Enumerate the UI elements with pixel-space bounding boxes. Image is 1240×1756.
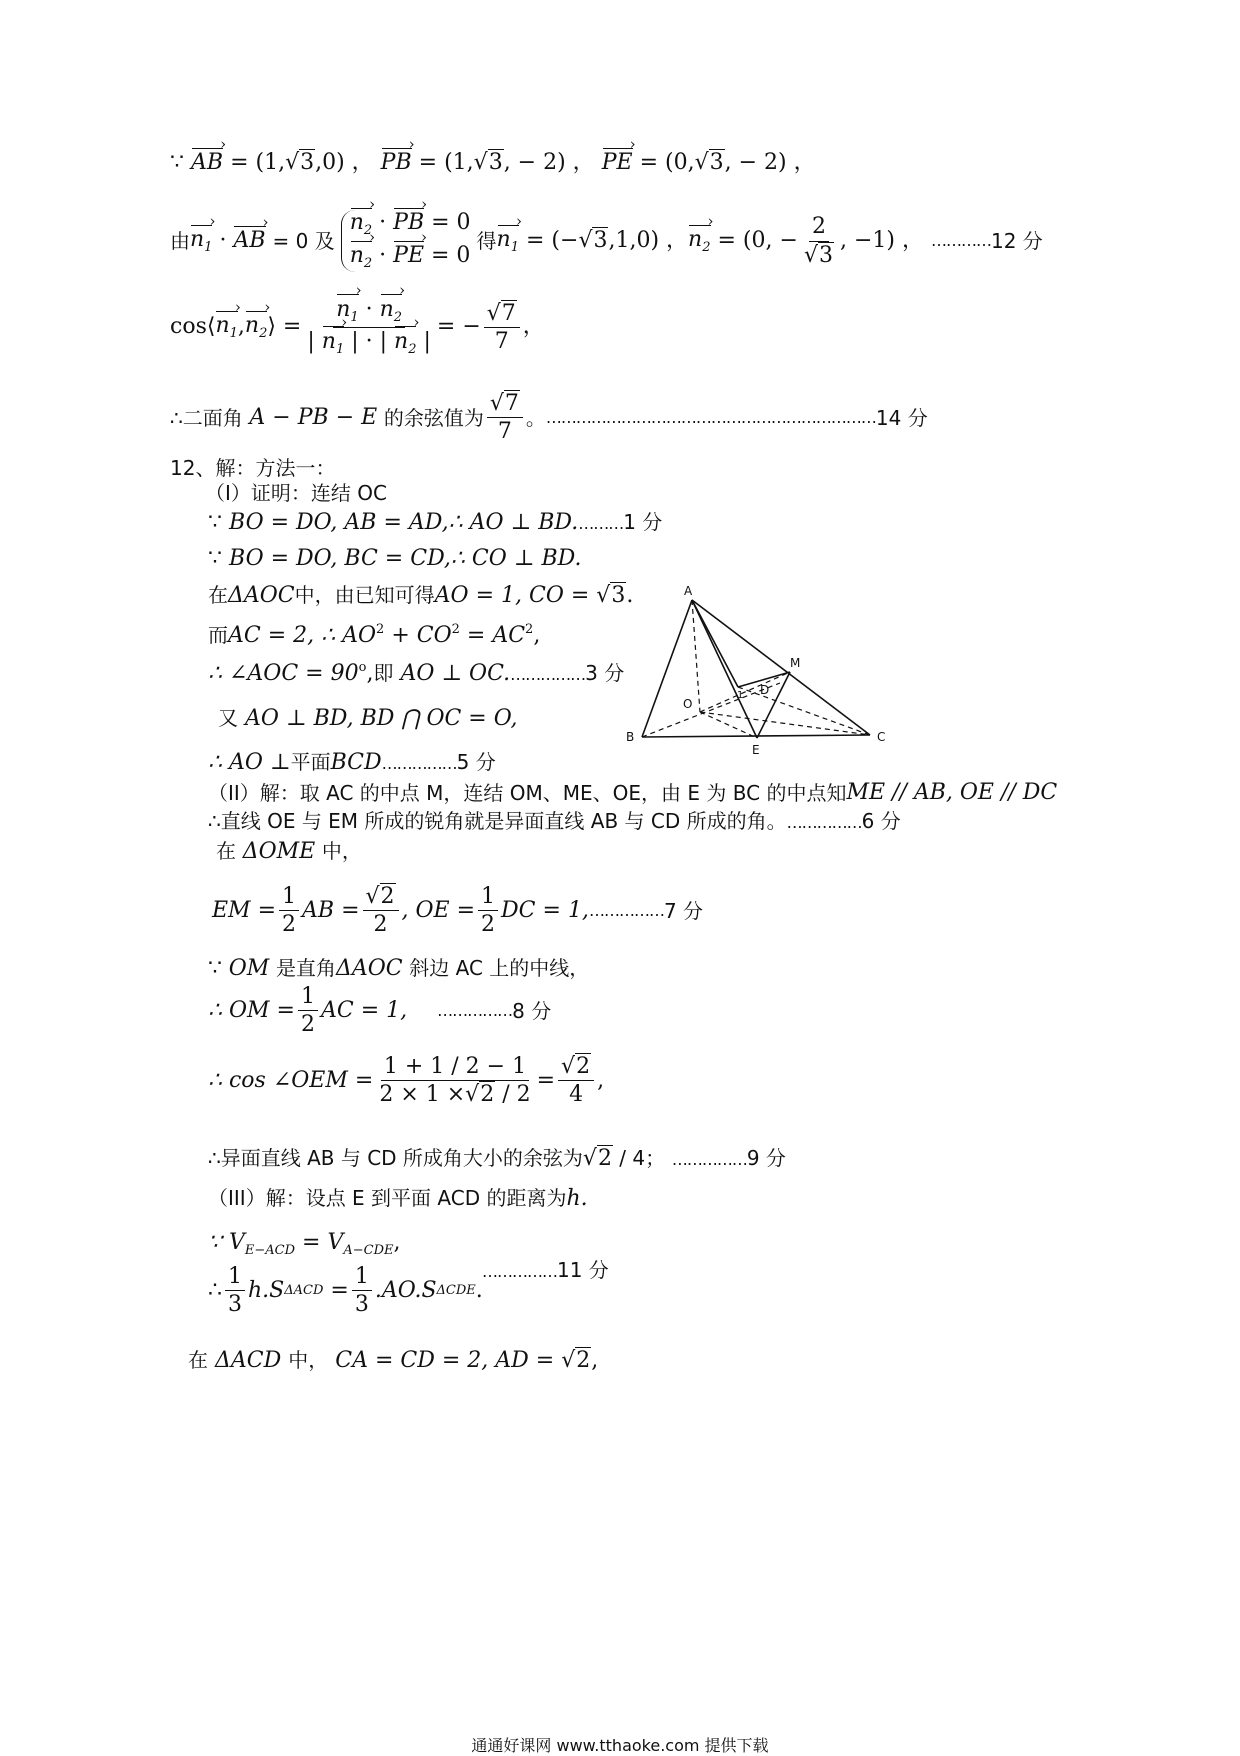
text: = (1, [230,150,286,175]
denominator: 3 [354,1292,369,1318]
subscript: E−ACD [244,1243,296,1258]
text: , [591,1348,599,1373]
line-proof-4 [208,623,540,647]
text: , − 2) ， [724,150,816,175]
text: n [496,226,511,252]
numerator: $n_1$ › · $n_2$ › [333,298,405,328]
text: ,0) ， [315,150,374,175]
dot-leader: ……… [578,514,624,533]
math-text: DC = 1, [501,897,589,923]
line-em-oe [212,885,703,936]
hidden-edges [642,600,870,738]
label-mark: 1 [737,690,744,701]
subscript: 1 [350,310,359,325]
text: n [244,312,260,338]
line-proof-6 [218,708,517,730]
vector-n2 [394,330,416,357]
score-label: 9 分 [746,1146,786,1170]
numerator: 1 [478,885,498,911]
line-proof-2 [208,548,581,570]
vector-pb: PB › [393,212,424,234]
subscript: 2 [702,239,711,255]
subscript: 1 [229,325,238,341]
fraction [484,302,520,353]
text: 在 [208,583,228,607]
math-text: CA = CD = 2, AD = [335,1348,555,1373]
text: （III）解：设点 E 到平面 ACD 的距离为 [208,1186,567,1210]
text: 3 [300,150,315,175]
label-b: B [626,730,635,744]
sqrt: √3 [473,150,503,175]
text: 是直角 [275,956,336,980]
line-angle-reason [208,811,901,832]
math-text: OM [228,956,270,981]
sqrt: √3 [285,150,315,175]
text: 7 [501,300,516,326]
line-answer-two [208,1148,786,1170]
text: ⟩ = [267,314,302,340]
text: 又 [218,706,238,730]
text: ∴直线 OE 与 EM 所成的锐角就是异面直线 AB 与 CD 所成的角。 [208,809,787,833]
numerator: 2 [809,215,829,241]
math-text: ME // AB, OE // DC [846,780,1058,805]
text: . [475,1277,483,1303]
superscript: 2 [525,622,534,637]
math-text: .AO.S [374,1277,437,1303]
subscript: 1 [204,239,213,255]
text: ∴二面角 [170,405,243,430]
text: = (1, [418,150,474,175]
vector-n2 [244,312,268,341]
text: = (0, [639,150,695,175]
text: 斜边 AC 上的中线， [409,956,590,980]
text: 得 [476,229,497,253]
edge-ad [692,600,738,687]
math-text: h. [566,1186,588,1211]
vector-n1 [322,330,344,357]
text: = − [436,314,481,340]
subscript: ΔACD [284,1283,324,1299]
denominator: 2 [300,1012,315,1038]
score-label: 11 分 [557,1258,609,1282]
text: / 2 [495,1082,531,1108]
system-row: $n_2$ › · PE › = 0 [350,245,471,270]
line-cosine: cos⟨ $n_1$ › , $n_2$ › ⟩ = $\frac{n_1 › \cdot n_2 ›}{| n_1 › | \cdot | n_2 › |}$ = − $\frac{√7}{7}$ ， [170,298,545,356]
denominator [376,1081,533,1106]
fraction [225,1265,245,1316]
denominator: | $n_1$ › | · | $n_2$ › | [304,328,434,357]
text: , −1) ， [839,228,924,253]
text: （II）解：取 AC 的中点 M，连结 OM、ME、OE，由 E 为 BC 的中点知 [208,781,847,805]
score-label: 12 分 [990,229,1043,253]
part-two-heading [208,782,1057,804]
math-text: AC = 2, ∴ AO [228,623,377,648]
fraction [298,985,318,1036]
text: n [321,328,336,354]
fraction [352,1265,372,1316]
dot-leader: …………… [381,754,457,773]
dot-leader: …………… [437,1000,513,1020]
denominator: 2 [481,912,496,938]
math-text: AO = 1, CO = [434,583,590,608]
subscript: 1 [335,341,345,357]
text: ∵ [208,510,222,535]
score-label: 14 分 [875,405,928,430]
subscript: ΔCDE [436,1283,476,1299]
text: / 4； [612,1146,666,1170]
text: 2 [576,1054,591,1079]
text: 3 [709,150,724,175]
text: 。 [525,405,546,430]
text: n [215,312,230,338]
line-cos-oem [208,1055,604,1106]
fraction [801,215,837,266]
text: 2 × 1 × [379,1082,466,1108]
vector-n2 [350,245,372,270]
text: ， [522,314,545,340]
label-o: O [683,697,693,711]
score-label: 5 分 [456,750,496,774]
subscript: 2 [363,256,373,271]
vector-n1 [496,226,519,255]
fraction [363,885,399,936]
edge-em [757,672,790,738]
line-vectors [170,152,816,174]
text: 3 [818,242,833,268]
denominator: √3 [803,242,833,268]
math-text: ∵ V [208,1230,245,1255]
math-text: ΔACD [215,1348,282,1373]
subscript: 2 [259,325,268,341]
fraction [478,885,498,936]
subscript: 2 [363,223,373,238]
problem-heading: 12、解：方法一： [170,456,336,480]
edge-ao [692,600,700,712]
denominator: 3 [228,1292,242,1318]
math-text: EM = [212,897,277,923]
vector-pe: PE › [393,245,424,267]
system-row: $n_2$ › · PB › = 0 [350,212,471,237]
text: , − 2) ， [503,150,595,175]
math-text: BCD [330,750,382,775]
line-in-triangle-ome [216,841,362,863]
sqrt: √3 [596,583,626,608]
score-label: 1 分 [623,510,663,534]
vector-pe: PE › [602,152,633,174]
text: = 0 及 [272,229,335,253]
edge-om [700,672,790,712]
math-text: ∴ AO ⊥ [208,750,291,775]
line-conclusion [170,392,928,443]
text: 7 [504,391,519,416]
because-symbol: ∵ [170,150,184,175]
text: 在 [188,1348,208,1372]
subscript: 2 [408,341,417,357]
text: 即 [373,661,394,685]
dot-leader: …………… [588,900,664,920]
text: n [394,328,409,354]
math-text: AO ⊥ OC. [400,661,511,686]
text: . [626,583,634,608]
text: 3 [611,583,626,608]
part-one-heading: （I）证明：连结 OC [205,481,387,505]
fraction [558,1055,594,1106]
math-text: BO = DO, AB = AD,∴ AO ⊥ BD. [229,510,579,535]
vector-n1 [190,226,213,255]
text: , [366,661,374,686]
text: = (− [526,228,579,253]
fraction [279,885,299,936]
math-text: ∴ cos ∠OEM = [208,1067,374,1093]
text: cos⟨ [170,314,216,340]
edge-ab [642,600,692,737]
dot-leader: ………………………………………………………… [545,407,876,427]
text: n [349,210,364,235]
text: 中，由已知可得 [294,583,435,607]
text: n [336,297,351,322]
math-text: A − PB − E [249,404,378,430]
denominator: 7 [497,419,512,445]
text: 中， [321,839,362,863]
numerator: 1 [279,885,299,911]
vector-n1 [215,312,238,341]
denominator: 2 [282,912,297,938]
text: 2 [576,1348,591,1373]
numerator: 1 + 1 / 2 − 1 [381,1055,529,1081]
text: ∴异面直线 AB 与 CD 所成角大小的余弦为 [208,1146,583,1170]
sqrt: √3 [694,150,724,175]
text: = [330,1277,349,1303]
part-three-heading [208,1188,588,1210]
text: 中， [288,1348,329,1372]
text: 2 [380,884,395,909]
math-text: = AC [459,623,526,648]
dot-leader: …………… [786,813,862,832]
text: n [349,243,364,268]
text: 在 [216,839,236,863]
math-text: ΔOME [242,839,316,864]
line-proof-7 [208,752,496,774]
text: 的余弦值为 [383,405,484,430]
math-text: ΔAOC [228,583,295,608]
superscript: o [358,660,367,675]
text: ∵ [208,546,222,571]
numerator: √7 [487,392,523,418]
line-volume-equality [208,1232,400,1257]
math-text: ∴ ∠AOC = 90 [208,661,359,686]
vector-n2 [380,298,402,325]
numerator: 1 [352,1265,372,1291]
text: ∴ [208,1277,222,1303]
text: ∵ [208,956,222,981]
text: 而 [208,623,228,647]
numerator: 1 [298,985,318,1011]
score-label: 3 分 [585,661,625,685]
denominator: 2 [373,912,388,938]
vector-n1 [336,298,358,325]
math-text: ΔAOC [335,956,403,981]
line-om-median [208,958,589,980]
text: , [597,1067,605,1093]
label-d: D [760,683,770,697]
math-text: BO = DO, BC = CD,∴ CO ⊥ BD. [229,546,582,571]
dot-leader: ………… [930,231,991,250]
text: n [688,226,703,252]
dot-leader: …………… [510,665,586,684]
text: 3 [593,228,608,253]
fraction [304,298,434,356]
numerator: √2 [363,885,399,911]
math-text: + CO [384,623,452,648]
equation-system [341,210,471,272]
denominator: 7 [494,328,509,354]
sqrt: √2 [582,1146,612,1171]
line-proof-1 [208,512,662,534]
vector-pb: PB › [381,152,412,174]
subscript: 1 [510,239,519,255]
score-label: 6 分 [861,809,901,833]
edge-dc [738,687,870,735]
vector-ab: AB › [233,230,265,252]
text: 2 [597,1146,612,1171]
text: 3 [488,150,503,175]
text: 平面 [290,750,331,774]
pyramid-figure [620,575,910,760]
superscript: 2 [451,622,460,637]
score-label: 7 分 [663,898,704,923]
text: = [536,1067,556,1093]
line-volume-score [482,1260,609,1281]
label-e: E [752,743,760,757]
numerator: 1 [225,1265,245,1291]
superscript: 2 [376,622,385,637]
label-c: C [877,730,886,744]
numerator: √2 [558,1055,594,1081]
math-text: ∴ OM = [208,997,295,1023]
label-m: M [790,656,801,670]
dot-leader: …………… [482,1262,557,1281]
dot-leader: …………… [671,1150,747,1169]
denominator: 4 [569,1082,584,1108]
math-text: , OE = [401,897,476,923]
numerator: √7 [484,302,520,328]
score-label: 8 分 [512,998,552,1023]
line-triangle-acd [188,1350,598,1372]
line-om-value [208,985,551,1036]
sqrt: √2 [465,1082,495,1108]
fraction [376,1055,533,1106]
math-text: = V [295,1230,344,1255]
text: n [190,226,205,252]
text: n [379,297,394,322]
text: 由 [170,229,190,253]
fraction [487,392,523,443]
text: ,1,0) ， [608,228,689,253]
math-text: AC = 1, [320,997,408,1023]
vector-ab: AB › [191,152,223,174]
text: , [393,1230,401,1255]
text: = (0, − [717,228,798,253]
label-a: A [684,584,693,598]
edge-ae [692,600,757,738]
sqrt: √3 [578,228,608,253]
line-volume-formula [208,1265,483,1316]
sqrt: √2 [561,1348,591,1373]
solid-edges [642,600,870,738]
line-proof-3 [208,585,633,607]
vector-n2 [688,226,711,255]
math-text: AO ⊥ BD, BD ⋂ OC = O, [245,706,518,731]
text: 2 [480,1082,495,1108]
text: , [533,623,541,648]
math-text: AB = [302,897,360,923]
line-proof-5 [208,661,624,685]
math-text: h.S [248,1277,285,1303]
line-normal-vectors: 由 $n_1$ › · AB › = 0 及 $n_2$ › · PB › = 0 $n_2$ › · PE › = 0 得 $n_1$ › = (− √3 ,1,0) ， $n_2$ › = (0, − $\frac{2}{√3}$ , −1) ， ………… 12 分 [170,210,1043,272]
subscript: 2 [393,310,403,325]
subscript: A−CDE [343,1243,394,1258]
page-footer: 通通好课网 www.tthaoke.com 提供下载 [471,1736,769,1755]
